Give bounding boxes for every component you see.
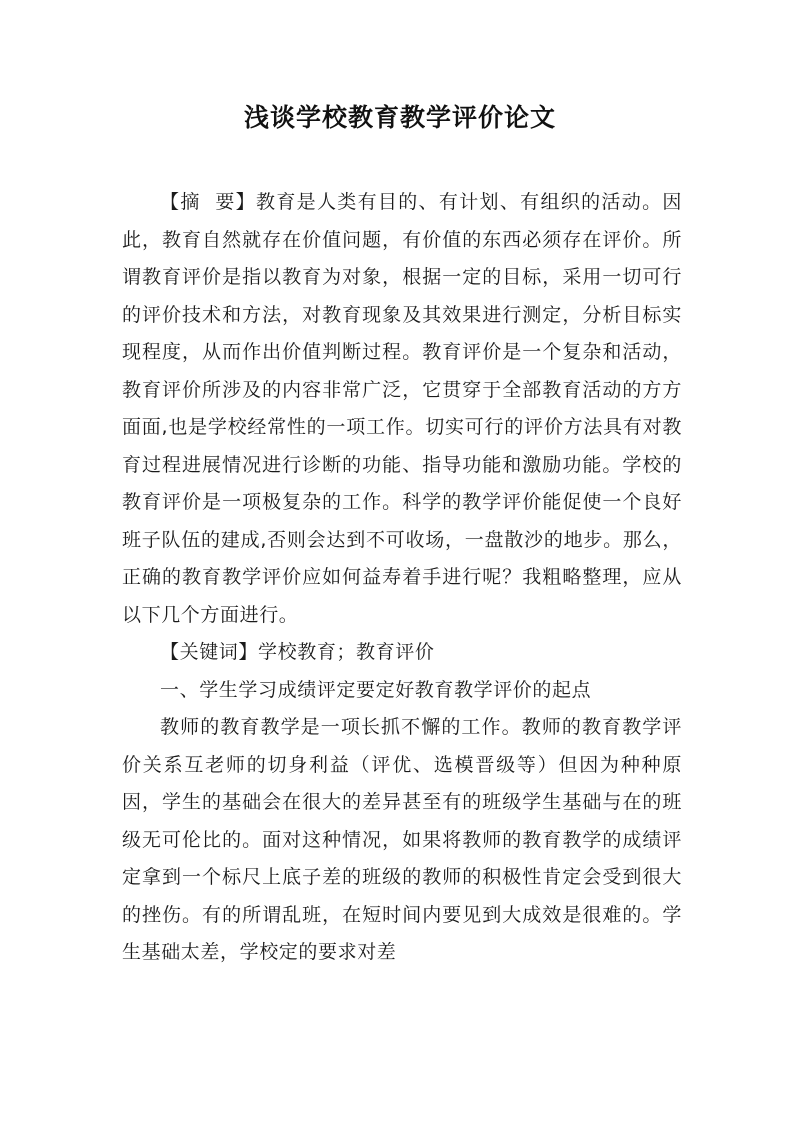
section-paragraph: 教师的教育教学是一项长抓不懈的工作。教师的教育教学评价关系互老师的切身利益（评优、选模晋级等）但因为种种原因，学生的基础会在很大的差异甚至有的班级学生基础与在的班级无可伦比的。面对这种情况，如果将教师的教育教学的成绩评定拿到一个标尺上底子差的班级的教师的积极性肯定会受到很大的挫伤。有的所谓乱班，在短时间内要见到大成效是很难的。学生基础太差，学校定的要求对差: [122, 716, 682, 963]
abstract-paragraph: [122, 184, 682, 634]
keywords-text: 学校教育；教育评价: [258, 641, 435, 663]
keywords-paragraph: [122, 634, 682, 672]
abstract-label: 【摘 要】: [160, 191, 256, 213]
section-heading: 一、学生学习成绩评定要定好教育教学评价的起点: [160, 678, 592, 701]
document-title: 浅谈学校教育教学评价论文: [243, 103, 556, 132]
abstract-text: 教育是人类有目的、有计划、有组织的活动。因此，教育自然就存在价值问题，有价值的东西必须存在评价。所谓教育评价是指以教育为对象，根据一定的目标，采用一切可行的评价技术和方法，对教育现象及其效果进行测定，分析目标实现程度，从而作出价值判断过程。教育评价是一个复杂和活动，教育评价所涉及的内容非常广泛，它贯穿于全部教育活动的方方面面,也是学校经常性的一项工作。切实可行的评价方法具有对教育过程进展情况进行诊断的功能、指导功能和激励功能。学校的教育评价是一项极复杂的工作。科学的教学评价能促使一个良好班子队伍的建成,否则会达到不可收场，一盘散沙的地步。那么，正确的教育教学评价应如何益寿着手进行呢？我粗略整理，应从以下几个方面进行。: [122, 191, 682, 626]
keywords-label: 【关键词】: [160, 641, 259, 663]
document-body: [122, 184, 682, 972]
